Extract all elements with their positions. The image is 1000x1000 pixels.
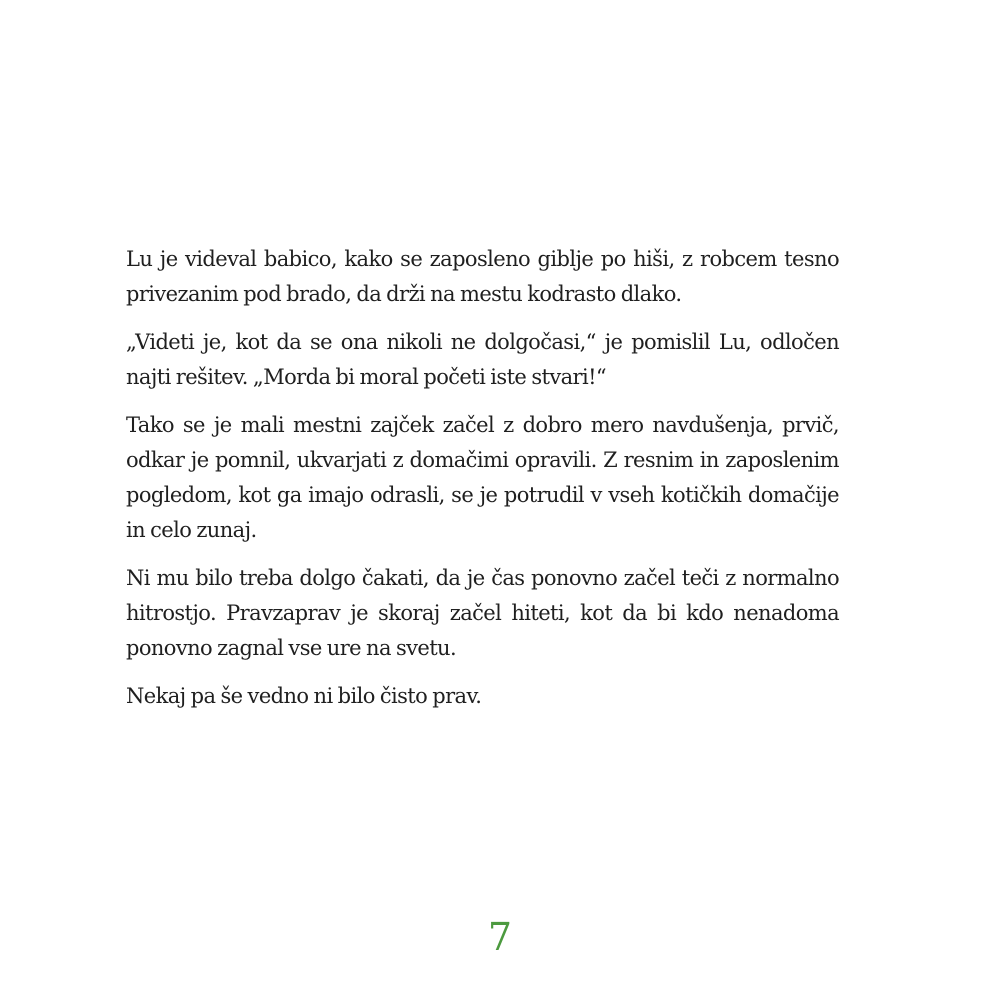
page-number: 7 xyxy=(487,915,513,959)
paragraph-1: Lu je videval babico, kako se zaposleno giblje po hiši, z robcem tesno privezanim pod brado, da drži na mestu kodrasto dlako. xyxy=(126,247,839,306)
paragraph-3: Tako se je mali mestni zajček začel z dobro mero navdušenja, prvič, odkar je pomnil, ukvarjati z domačimi opravili. Z resnim in zaposlenim pogledom, kot ga imajo odrasli, se je potrudil v vseh kotičkih domačije in celo zunaj. xyxy=(126,413,839,542)
body-text xyxy=(126,242,839,727)
paragraph-2: „Videti je, kot da se ona nikoli ne dolgočasi,“ je pomislil Lu, odločen najti rešitev. „Morda bi moral početi iste stvari!“ xyxy=(126,330,839,389)
paragraph-4: Ni mu bilo treba dolgo čakati, da je čas ponovno začel teči z normalno hitrostjo. Pravzaprav je skoraj začel hiteti, kot da bi kdo nenadoma ponovno zagnal vse ure na svetu. xyxy=(126,566,839,660)
paragraph-5: Nekaj pa še vedno ni bilo čisto prav. xyxy=(126,684,482,708)
